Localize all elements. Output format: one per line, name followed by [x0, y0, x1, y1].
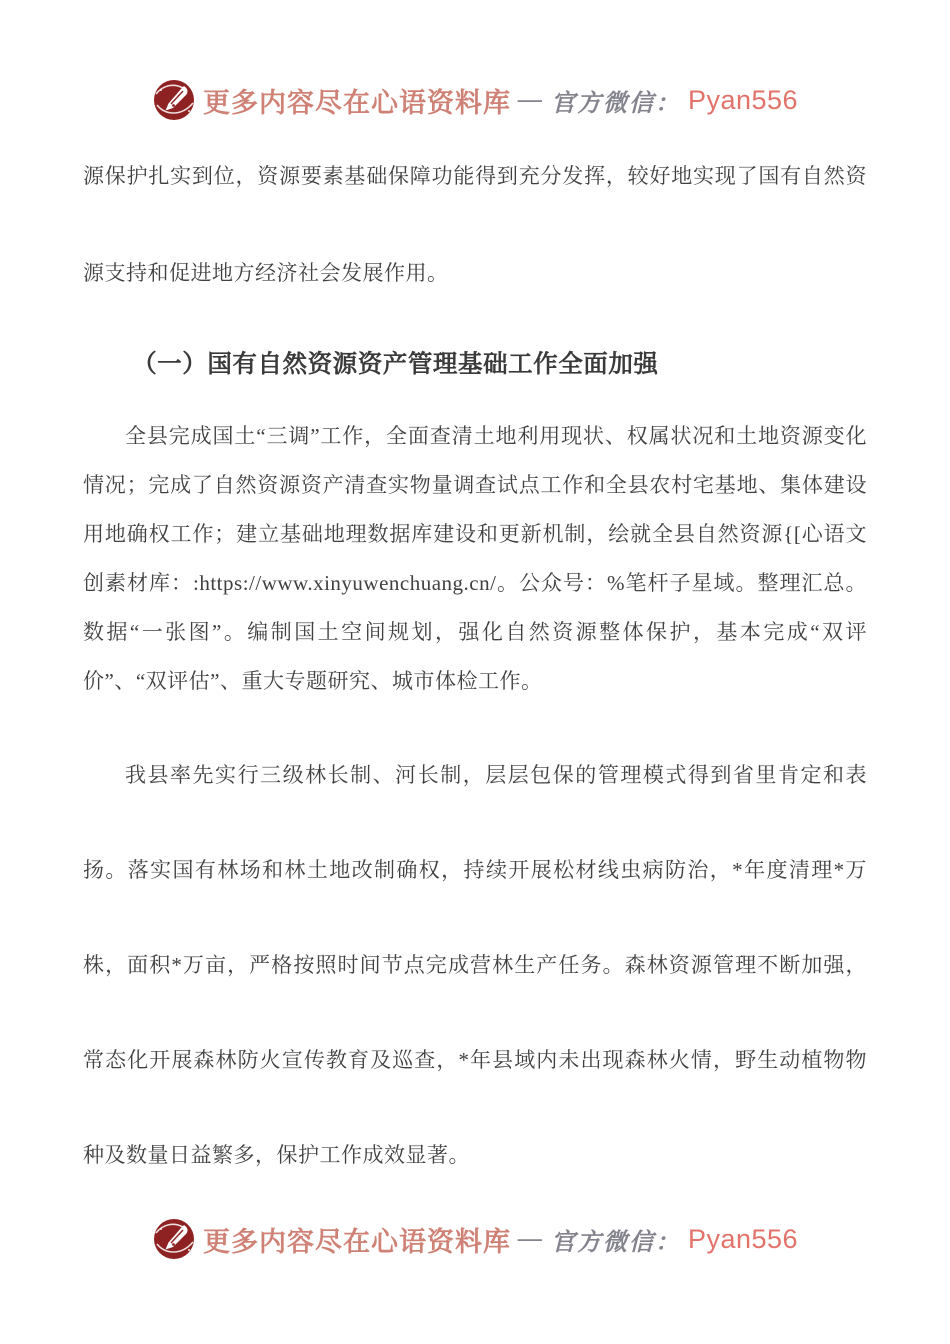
pen-logo-icon [152, 78, 196, 122]
pen-logo-icon [152, 1217, 196, 1261]
paragraph-forest: 我县率先实行三级林长制、河长制，层层包保的管理模式得到省里肯定和表扬。落实国有林场和林土地改制确权，持续开展松材线虫病防治，*年度清理*万株，面积*万亩，严格按照时间节点完成营林生产任务。森林资源管理不断加强，常态化开展森林防火宣传教育及巡查，*年县域内未出现森林火情，野生动植物物种及数量日益繁多，保护工作成效显著。 [83, 763, 867, 1167]
header-watermark [0, 0, 950, 122]
watermark-wechat-id: Pyan556 [687, 84, 799, 115]
section-heading: （一）国有自然资源资产管理基础工作全面加强 [132, 351, 659, 378]
watermark-brand-text: 更多内容尽在心语资料库 [202, 1226, 511, 1257]
watermark-brand-text: 更多内容尽在心语资料库 [202, 87, 511, 118]
document-content [0, 128, 950, 1203]
watermark-wechat-label: 官方微信： [550, 90, 681, 117]
watermark-dash: — [517, 86, 544, 113]
paragraph-continuation: 源保护扎实到位，资源要素基础保障功能得到充分发挥，较好地实现了国有自然资源支持和促进地方经济社会发展作用。 [83, 164, 867, 285]
watermark-dash: — [517, 1225, 544, 1252]
footer-watermark [0, 1217, 950, 1261]
watermark-wechat-label: 官方微信： [550, 1229, 681, 1256]
watermark-wechat-id: Pyan556 [687, 1223, 799, 1254]
paragraph-basic-work: 全县完成国土“三调”工作，全面查清土地利用现状、权属状况和土地资源变化情况；完成了自然资源资产清查实物量调查试点工作和全县农村宅基地、集体建设用地确权工作；建立基础地理数据库建设和更新机制，绘就全县自然资源{[心语文创素材库：:https://www.xinyuwenchuang.cn/。公众号：%笔杆子星域。整理汇总。数据“一张图”。编制国土空间规划，强化自然资源整体保护，基本完成“双评价”、“双评估”、重大专题研究、城市体检工作。 [83, 424, 867, 693]
